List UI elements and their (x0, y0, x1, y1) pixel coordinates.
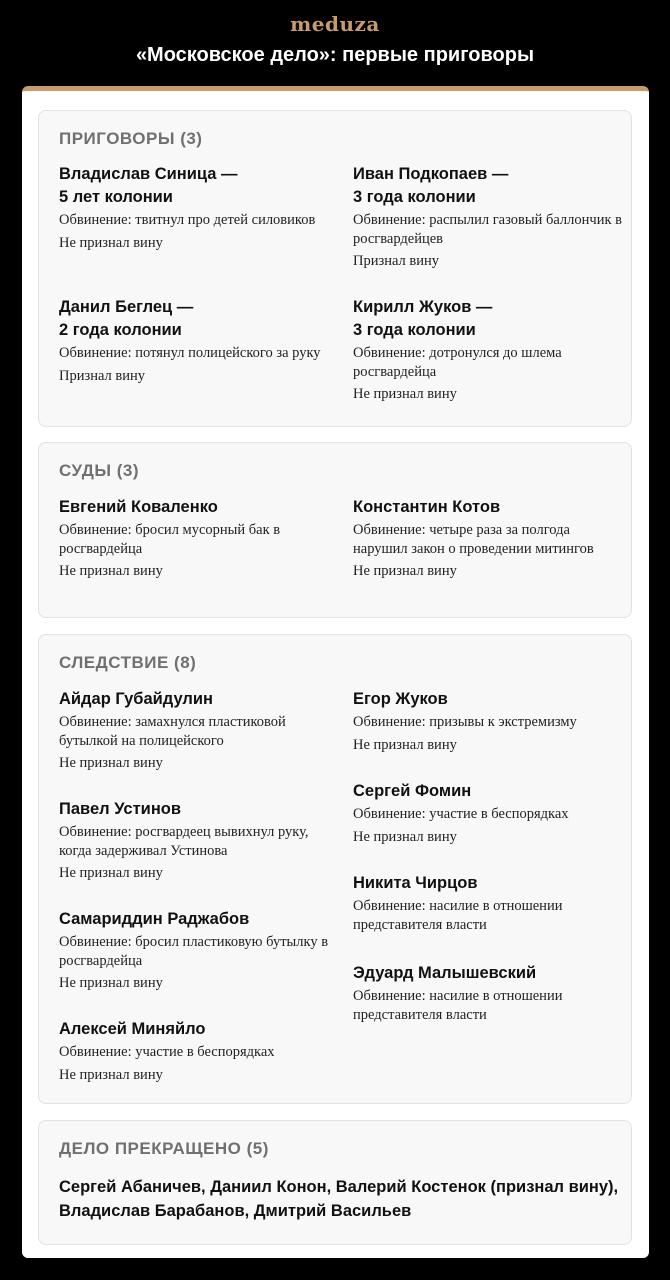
sentence-term: 3 года колонии (353, 188, 476, 206)
person-entry (59, 798, 334, 883)
charge-text: Обвинение: насилие в отношении представителя власти (353, 898, 563, 933)
section-investigation (38, 634, 632, 1104)
charge-text: Обвинение: потянул полицейского за руку (59, 345, 321, 361)
section-heading: ПРИГОВОРЫ (3) (59, 129, 203, 148)
person-name: Кирилл Жуков — (353, 298, 493, 316)
plea-text: Признал вину (353, 253, 440, 269)
sentence-term: 5 лет колонии (59, 188, 173, 206)
person-name: Айдар Губайдулин (59, 690, 214, 708)
section-trials (38, 442, 632, 618)
plea-text: Признал вину (59, 367, 146, 384)
person-name: Константин Котов (353, 498, 501, 516)
person-name: Иван Подкопаев — (353, 165, 509, 183)
person-entry (59, 688, 334, 773)
person-entry (353, 962, 628, 1024)
person-name: Сергей Фомин (353, 782, 472, 800)
person-name: Данил Беглец — (59, 298, 194, 316)
section-heading: СУДЫ (3) (59, 461, 140, 480)
person-name: Эдуард Малышевский (353, 964, 537, 982)
person-name: Владислав Синица — (59, 165, 238, 183)
plea-text: Не признал вину (59, 563, 163, 579)
page-title: «Московское дело»: первые приговоры (135, 44, 535, 66)
charge-text: Обвинение: бросил пластиковую бутылку в росгвардейца (59, 934, 329, 969)
plea-text: Не признал вину (59, 755, 163, 771)
charge-text: Обвинение: росгвардеец вывихнул руку, когда задерживал Устинова (59, 824, 309, 859)
charge-text: Обвинение: призывы к экстремизму (353, 714, 577, 730)
person-entry (59, 296, 334, 385)
person-name: Алексей Миняйло (59, 1020, 206, 1038)
charge-text: Обвинение: бросил мусорный бак в росгвардейца (59, 522, 281, 557)
charge-text: Обвинение: насилие в отношении представителя власти (353, 988, 563, 1023)
person-name: Павел Устинов (59, 800, 182, 818)
person-entry (353, 296, 628, 404)
person-name: Егор Жуков (353, 690, 448, 708)
charge-text: Обвинение: твитнул про детей силовиков (59, 212, 316, 228)
sentence-term: 3 года колонии (353, 321, 476, 339)
meduza-logo: meduza (290, 12, 380, 36)
plea-text: Не признал вину (59, 865, 163, 881)
person-entry (59, 163, 334, 252)
person-entry (59, 496, 334, 581)
person-entry (59, 1018, 334, 1084)
charge-text: Обвинение: четыре раза за полгода нарушил закон о проведении митингов (353, 522, 594, 557)
plea-text: Не признал вину (59, 1066, 163, 1083)
person-name: Никита Чирцов (353, 874, 478, 892)
closed-case-names: Сергей Абаничев, Даниил Конон, Валерий Костенок (признал вину), Владислав Барабанов, Дмитрий Васильев (59, 1178, 619, 1220)
header (0, 0, 670, 86)
sentence-term: 2 года колонии (59, 321, 182, 339)
plea-text: Не признал вину (353, 563, 457, 579)
content-card (22, 86, 649, 1258)
charge-text: Обвинение: участие в беспорядках (353, 806, 569, 822)
plea-text: Не признал вину (59, 234, 163, 251)
person-name: Самариддин Раджабов (59, 910, 250, 928)
plea-text: Не признал вину (353, 828, 457, 845)
charge-text: Обвинение: участие в беспорядках (59, 1044, 275, 1060)
person-entry (353, 688, 628, 754)
section-closed (38, 1120, 632, 1245)
section-sentences (38, 110, 632, 427)
person-entry (353, 163, 628, 271)
charge-text: Обвинение: замахнулся пластиковой бутылкой на полицейского (59, 714, 286, 749)
charge-text: Обвинение: распылил газовый баллончик в росгвардейцев (353, 212, 622, 247)
person-name: Евгений Коваленко (59, 498, 218, 516)
section-heading: ДЕЛО ПРЕКРАЩЕНО (5) (59, 1139, 269, 1158)
section-heading: СЛЕДСТВИЕ (8) (59, 653, 197, 672)
person-entry (353, 872, 628, 934)
person-entry (353, 780, 628, 846)
person-entry (59, 908, 334, 993)
person-entry (353, 496, 628, 581)
plea-text: Не признал вину (353, 386, 457, 402)
charge-text: Обвинение: дотронулся до шлема росгвардейца (353, 345, 562, 380)
plea-text: Не признал вину (353, 736, 457, 753)
plea-text: Не признал вину (59, 975, 163, 991)
